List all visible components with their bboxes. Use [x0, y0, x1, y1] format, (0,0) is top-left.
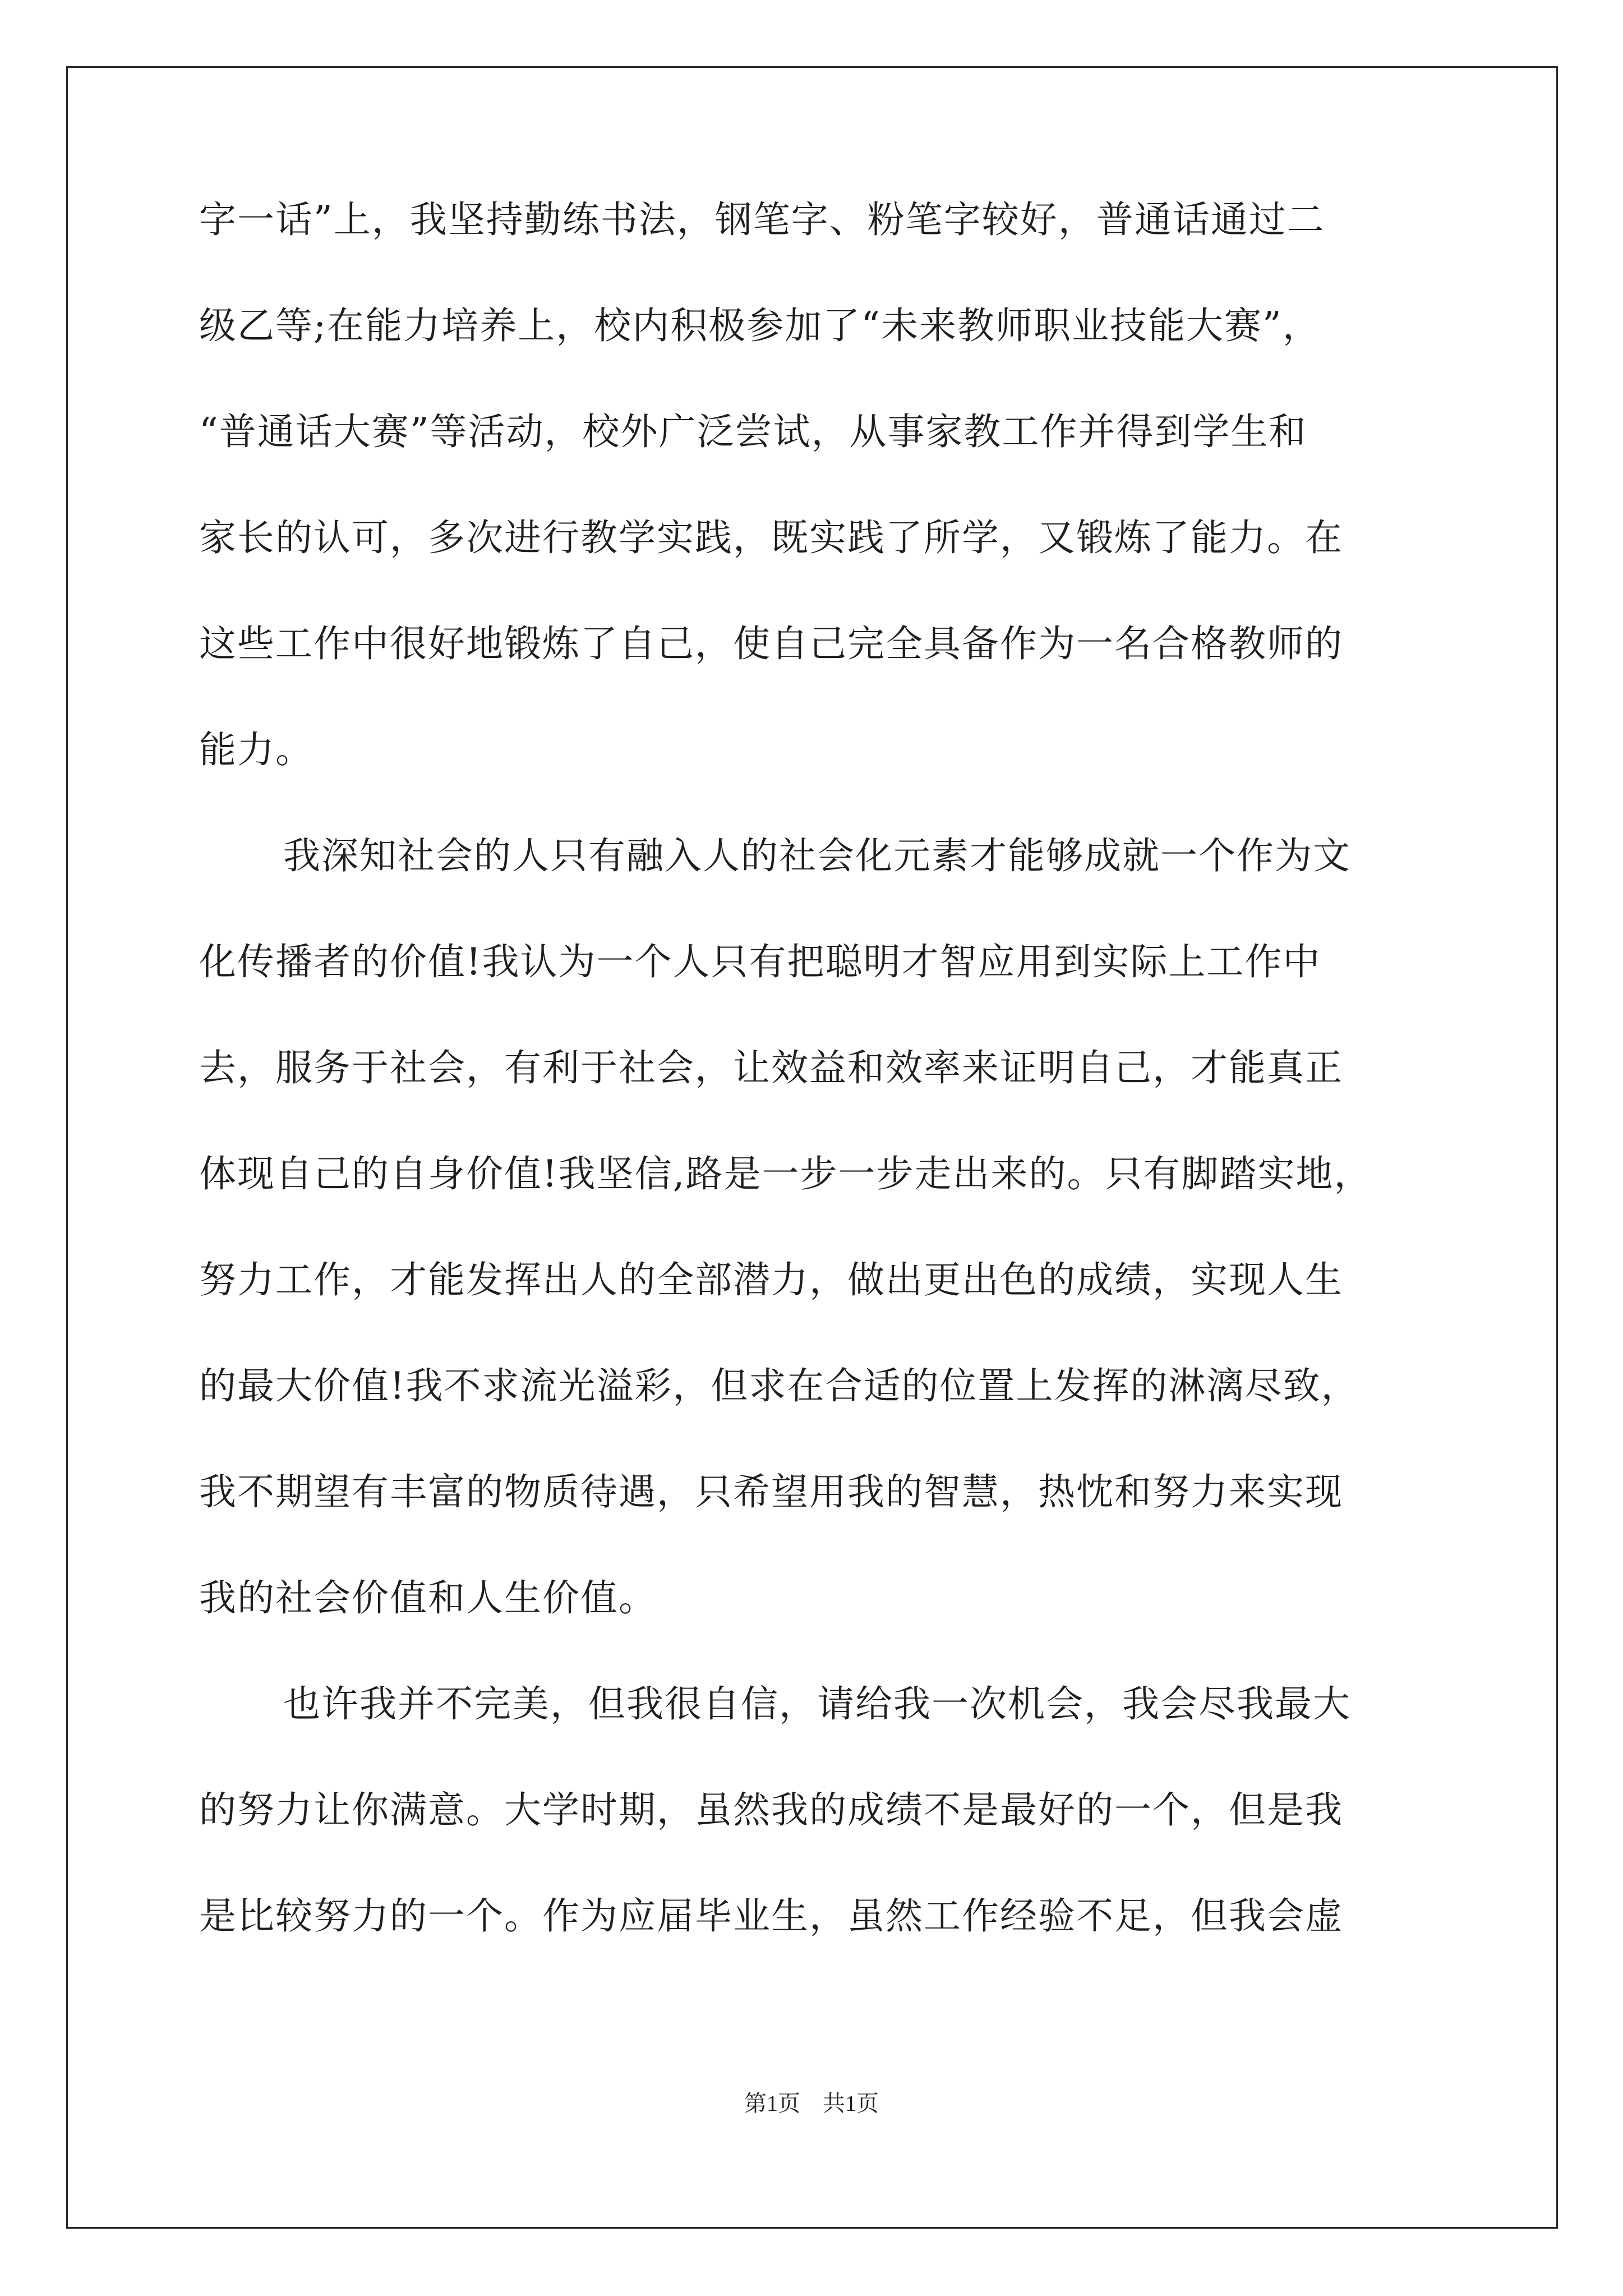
text-line: 的最大价值!我不求流光溢彩，但求在合适的位置上发挥的淋漓尽致，: [199, 1364, 1359, 1407]
text-line: 这些工作中很好地锻炼了自己，使自己完全具备作为一名合格教师的: [199, 622, 1343, 665]
text-line: 能力。: [199, 728, 313, 771]
text-line: 字一话”上，我坚持勤练书法，钢笔字、粉笔字较好，普通话通过二: [199, 198, 1325, 241]
text-line: 也许我并不完美，但我很自信，请给我一次机会，我会尽我最大: [283, 1682, 1351, 1726]
text-line: 的努力让你满意。大学时期，虽然我的成绩不是最好的一个，但是我: [199, 1788, 1343, 1832]
text-line: 去，服务于社会，有利于社会，让效益和效率来证明自己，才能真正: [199, 1046, 1343, 1089]
text-line: 级乙等;在能力培养上，校内积极参加了“未来教师职业技能大赛”，: [199, 304, 1321, 347]
text-line: 努力工作，才能发挥出人的全部潜力，做出更出色的成绩，实现人生: [199, 1258, 1343, 1301]
text-line: 化传播者的价值!我认为一个人只有把聪明才智应用到实际上工作中: [199, 940, 1321, 983]
text-line: 我深知社会的人只有融入人的社会化元素才能够成就一个作为文: [283, 834, 1351, 877]
text-line: 我不期望有丰富的物质待遇，只希望用我的智慧，热忱和努力来实现: [199, 1470, 1343, 1513]
text-line: 是比较努力的一个。作为应届毕业生，虽然工作经验不足，但我会虚: [199, 1894, 1343, 1938]
text-line: 家长的认可，多次进行教学实践，既实践了所学，又锻炼了能力。在: [199, 516, 1343, 559]
page-footer: 第1页 共1页: [744, 2091, 879, 2116]
text-line: 体现自己的自身价值!我坚信,路是一步一步走出来的。只有脚踏实地，: [199, 1152, 1372, 1195]
text-line: “普通话大赛”等活动，校外广泛尝试，从事家教工作并得到学生和: [199, 410, 1307, 453]
text-line: 我的社会价值和人生价值。: [199, 1576, 657, 1619]
